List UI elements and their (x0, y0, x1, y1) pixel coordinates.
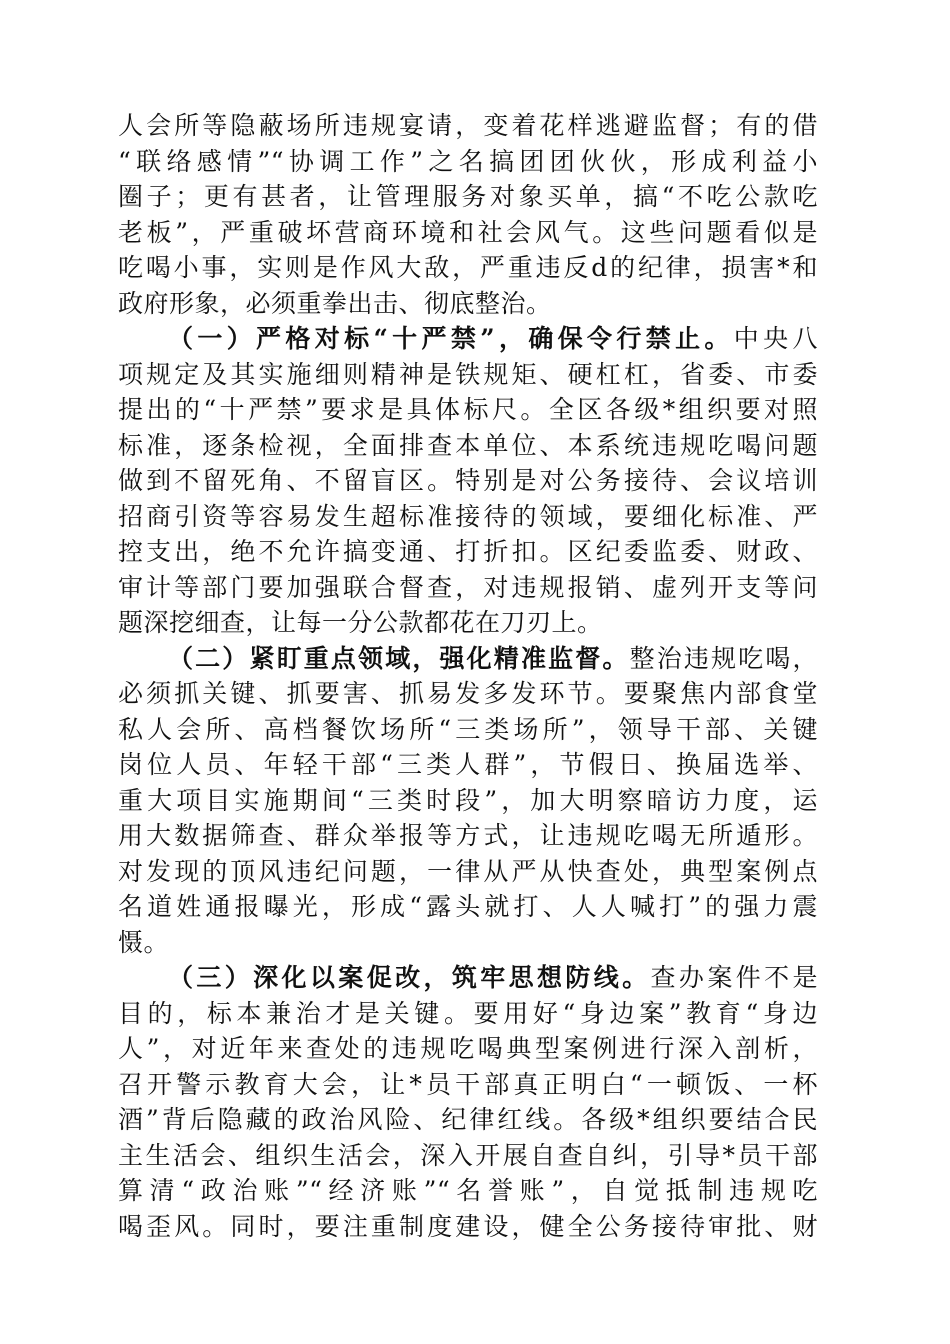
paragraph-section-3 (118, 960, 818, 1244)
text-line: 圈子；更有甚者，让管理服务对象买单，搞“不吃公款吃 (118, 182, 818, 211)
text-line: 题深挖细查，让每一分公款都花在刀刃上。 (118, 608, 603, 637)
text-line: 标准，逐条检视，全面排查本单位、本系统违规吃喝问题 (118, 430, 818, 460)
text-line: 重大项目实施期间“三类时段”，加大明察暗访力度，运 (118, 785, 818, 815)
text-line: 算清“政治账”“经济账”“名誉账”，自觉抵制违规吃 (118, 1176, 818, 1205)
section-first-line (118, 641, 818, 677)
paragraph-section-2 (118, 641, 818, 961)
section-first-line (118, 960, 818, 996)
section-heading: （二）紧盯重点领域，强化精准监督。 (168, 643, 630, 673)
text-line: 酒”背后隐藏的政治风险、纪律红线。各级*组织要结合民 (118, 1105, 818, 1134)
section-first-line-text: 查办案件不是 (650, 963, 818, 992)
text-line: 老板”，严重破坏营商环境和社会风气。这些问题看似是 (118, 217, 818, 247)
text-line: 招商引资等容易发生超标准接待的领域，要细化标准、严 (118, 501, 818, 531)
text-line: 必须抓关键、抓要害、抓易发多发环节。要聚焦内部食堂 (118, 679, 818, 708)
document-body (118, 108, 818, 1244)
text-line: 项规定及其实施细则精神是铁规矩、硬杠杠，省委、市委 (118, 359, 818, 389)
section-heading: （三）深化以案促改，筑牢思想防线。 (168, 963, 651, 992)
text-line: 主生活会、组织生活会，深入开展自查自纠，引导*员干部 (118, 1140, 818, 1170)
text-line: 审计等部门要加强联合督查，对违规报销、虚列开支等问 (118, 572, 818, 602)
text-line: 做到不留死角、不留盲区。特别是对公务接待、会议培训 (118, 466, 818, 495)
text-line: 召开警示教育大会，让*员干部真正明白“一顿饭、一杯 (118, 1069, 818, 1099)
paragraph-section-1 (118, 321, 818, 641)
text-line: 对发现的顶风违纪问题，一律从严从快查处，典型案例点 (118, 856, 818, 886)
text-line: 人”，对近年来查处的违规吃喝典型案例进行深入剖析， (118, 1034, 818, 1063)
text-line: 控支出，绝不允许搞变通、打折扣。区纪委监委、财政、 (118, 537, 818, 566)
text-line: 目的，标本兼治才是关键。要用好“身边案”教育“身边 (118, 998, 818, 1028)
text-line: 政府形象，必须重拳出击、彻底整治。 (118, 288, 552, 318)
text-line: 岗位人员、年轻干部“三类人群”，节假日、换届选举、 (118, 750, 818, 779)
section-first-line (118, 321, 818, 357)
section-first-line-text: 整治违规吃喝， (629, 643, 818, 673)
section-heading: （一）严格对标“十严禁”，确保令行禁止。 (168, 324, 734, 353)
section-first-line-text: 中央八 (733, 324, 818, 353)
text-line: 提出的“十严禁”要求是具体标尺。全区各级*组织要对照 (118, 395, 818, 424)
text-line: 慑。 (118, 927, 170, 957)
text-line: 用大数据筛查、群众举报等方式，让违规吃喝无所遁形。 (118, 821, 818, 850)
paragraph-intro (118, 108, 818, 321)
text-line: 吃喝小事，实则是作风大敌，严重违反d的纪律，损害*和 (118, 253, 818, 282)
text-line: 私人会所、高档餐饮场所“三类场所”，领导干部、关键 (118, 714, 818, 744)
text-line: 名道姓通报曝光，形成“露头就打、人人喊打”的强力震 (118, 892, 818, 921)
text-line: 人会所等隐蔽场所违规宴请，变着花样逃避监督；有的借 (118, 111, 818, 140)
text-line: “联络感情”“协调工作”之名搞团团伙伙，形成利益小 (118, 146, 818, 176)
text-line: 喝歪风。同时，要注重制度建设，健全公务接待审批、财 (118, 1211, 818, 1241)
